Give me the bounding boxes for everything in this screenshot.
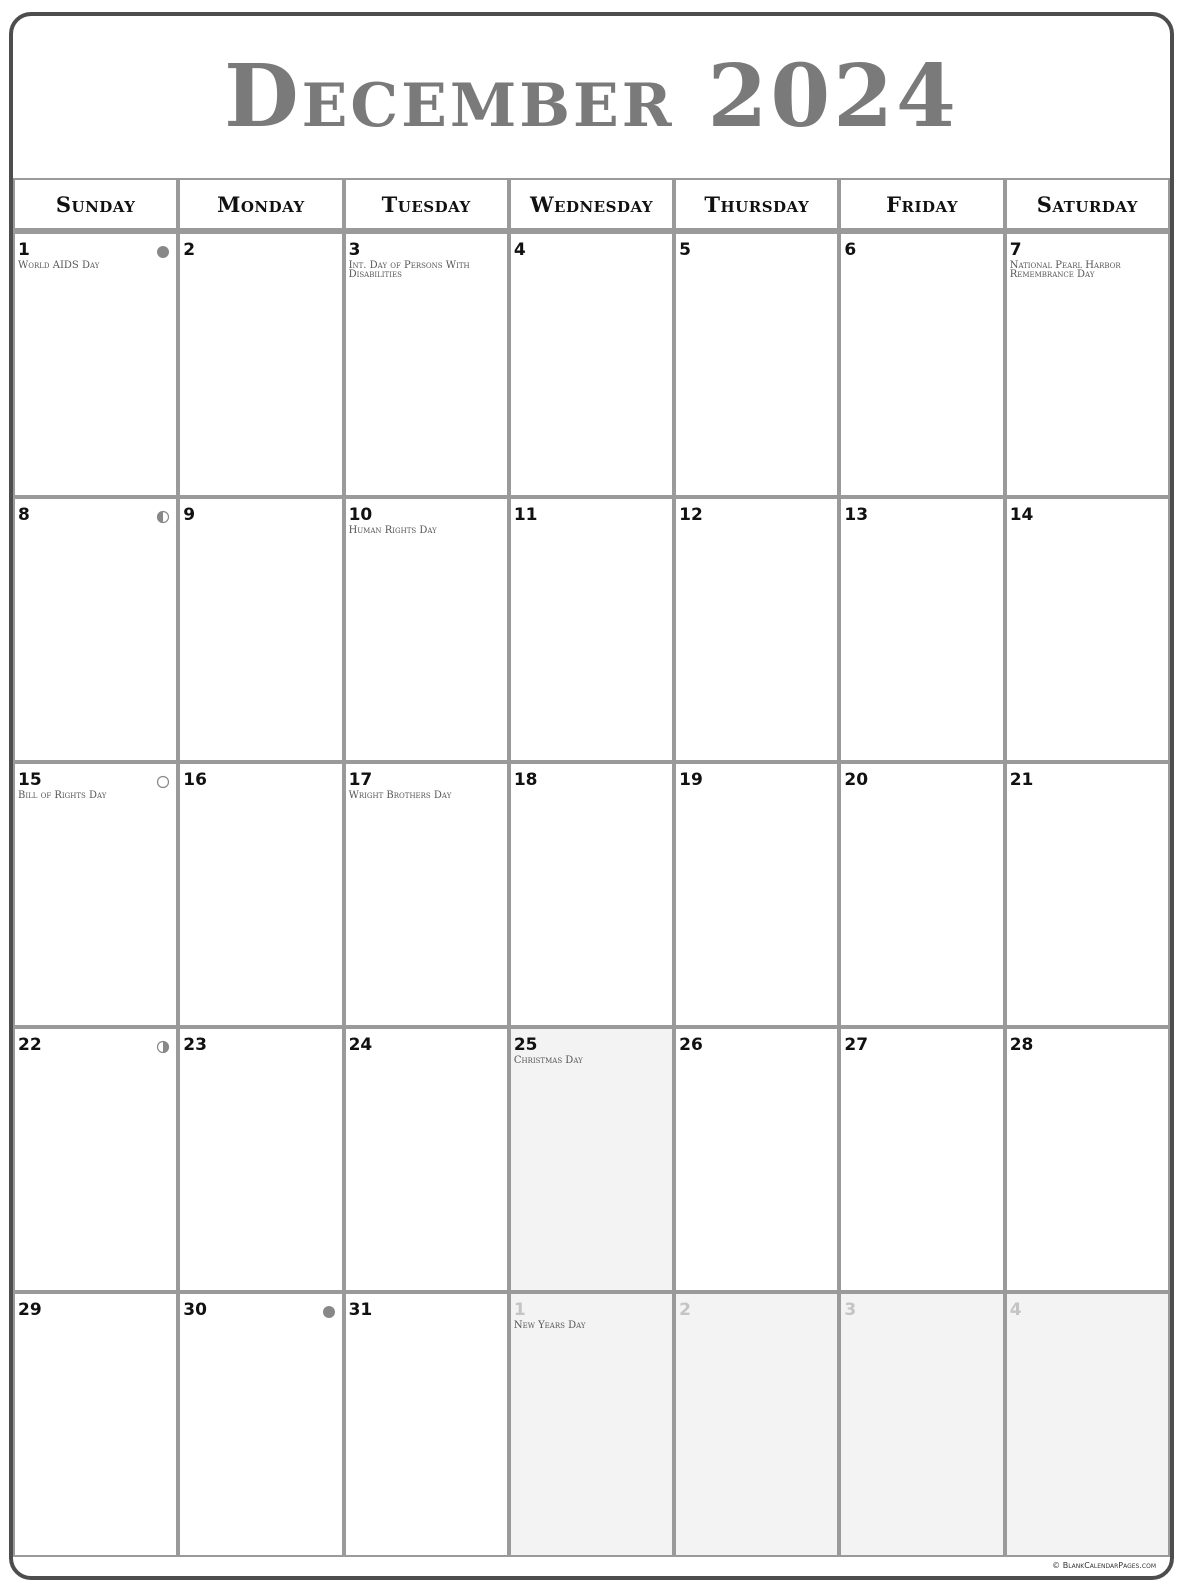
day-cell: [509, 232, 674, 497]
calendar-title: December 2024: [224, 46, 959, 147]
day-cell: [839, 1027, 1004, 1292]
day-number: 8: [18, 505, 30, 525]
day-cell: [13, 232, 178, 497]
day-number: 24: [348, 1035, 373, 1055]
day-cell-next-month: [674, 1292, 839, 1557]
day-number: 26: [679, 1035, 703, 1055]
day-cell-next-month: [509, 1292, 674, 1557]
day-number: 3: [844, 1300, 857, 1320]
day-number: 2: [679, 1300, 691, 1320]
day-number: 19: [679, 770, 703, 790]
day-cell: [839, 232, 1004, 497]
day-cell: [1005, 232, 1170, 497]
day-number: 12: [679, 505, 703, 525]
day-cell-next-month: [839, 1292, 1004, 1557]
weekday-header-friday: Friday: [839, 178, 1004, 232]
new-moon-icon: [156, 245, 170, 259]
day-number: 16: [183, 770, 207, 790]
day-number: 17: [348, 770, 373, 790]
day-number: 4: [513, 240, 526, 260]
day-cell: [1005, 762, 1170, 1027]
calendar-frame: [9, 12, 1174, 1580]
weekday-header-sunday: Sunday: [13, 178, 178, 232]
day-number: 5: [679, 240, 691, 260]
holiday-label: New Years Day: [513, 1320, 586, 1331]
day-cell: [178, 497, 343, 762]
day-number: 25: [513, 1035, 538, 1055]
weekday-header-monday: Monday: [178, 178, 343, 232]
day-number: 4: [1009, 1300, 1022, 1320]
day-cell: [509, 497, 674, 762]
day-cell: [344, 1292, 509, 1557]
holiday-label: Wright Brothers Day: [348, 790, 452, 801]
day-cell: [13, 497, 178, 762]
day-cell-next-month: [1005, 1292, 1170, 1557]
day-number: 28: [1009, 1035, 1034, 1055]
day-cell: [509, 1027, 674, 1292]
holiday-label: National Pearl Harbor Remembrance Day: [1009, 260, 1121, 280]
day-cell: [839, 762, 1004, 1027]
day-cell: [674, 232, 839, 497]
day-cell: [178, 232, 343, 497]
day-cell: [509, 762, 674, 1027]
day-cell: [178, 1027, 343, 1292]
day-number: 1: [513, 1300, 526, 1320]
holiday-label: Human Rights Day: [348, 525, 437, 536]
day-number: 23: [183, 1035, 207, 1055]
day-number: 29: [18, 1300, 42, 1320]
day-number: 7: [1009, 240, 1022, 260]
day-number: 20: [844, 770, 869, 790]
holiday-label: Int. Day of Persons With Disabilities: [348, 260, 470, 280]
day-cell: [344, 762, 509, 1027]
day-number: 3: [348, 240, 361, 260]
day-number: 18: [513, 770, 538, 790]
day-cell: [13, 1292, 178, 1557]
day-cell: [839, 497, 1004, 762]
day-cell: [178, 1292, 343, 1557]
day-number: 14: [1009, 505, 1034, 525]
day-number: 15: [18, 770, 42, 790]
day-number: 2: [183, 240, 196, 260]
day-cell: [344, 497, 509, 762]
calendar-grid: [13, 178, 1170, 1580]
day-number: 22: [18, 1035, 42, 1055]
day-cell: [178, 762, 343, 1027]
full-moon-icon: [156, 775, 170, 789]
first-quarter-moon-icon: [156, 510, 170, 524]
day-cell: [1005, 497, 1170, 762]
day-number: 30: [183, 1300, 207, 1320]
holiday-label: World AIDS Day: [18, 260, 100, 271]
new-moon-icon: [322, 1305, 336, 1319]
day-cell: [13, 762, 178, 1027]
day-number: 31: [348, 1300, 373, 1320]
day-cell: [344, 1027, 509, 1292]
holiday-label: Bill of Rights Day: [18, 790, 107, 801]
credit-text: © BlankCalendarPages.com: [1052, 1561, 1156, 1570]
day-cell: [674, 762, 839, 1027]
day-cell: [674, 497, 839, 762]
day-cell: [1005, 1027, 1170, 1292]
day-number: 9: [183, 505, 196, 525]
weekday-header-saturday: Saturday: [1005, 178, 1170, 232]
last-quarter-moon-icon: [156, 1040, 170, 1054]
day-cell: [344, 232, 509, 497]
day-number: 27: [844, 1035, 869, 1055]
weekday-header-wednesday: Wednesday: [509, 178, 674, 232]
day-number: 13: [844, 505, 869, 525]
weekday-header-thursday: Thursday: [674, 178, 839, 232]
day-number: 1: [18, 240, 30, 260]
day-cell: [674, 1027, 839, 1292]
day-number: 21: [1009, 770, 1034, 790]
day-number: 11: [513, 505, 538, 525]
day-number: 6: [844, 240, 857, 260]
day-number: 10: [348, 505, 373, 525]
holiday-label: Christmas Day: [513, 1055, 583, 1066]
day-cell: [13, 1027, 178, 1292]
weekday-header-tuesday: Tuesday: [344, 178, 509, 232]
